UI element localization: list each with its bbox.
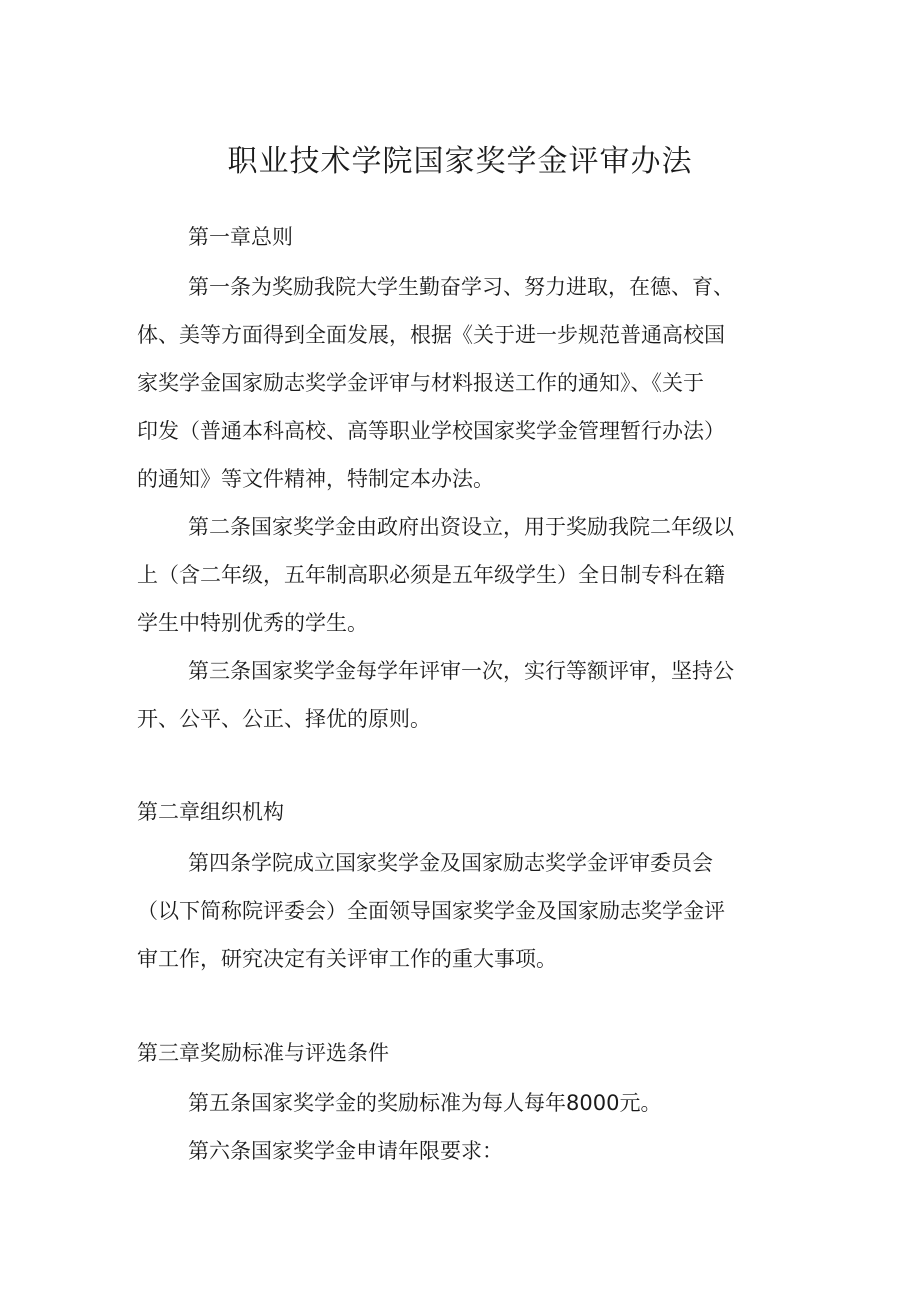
article-2-line-2: 上（含二年级，五年制高职必须是五年级学生）全日制专科在籍 [137,563,725,587]
article-1-line-5: 的通知》等文件精神，特制定本办法。 [137,467,494,491]
article-1-line-3: 家奖学金国家励志奖学金评审与材料报送工作的通知》、《关于 [137,371,704,395]
article-6-line-1: 第六条国家奖学金申请年限要求： [188,1139,503,1163]
article-5-line-1: 第五条国家奖学金的奖励标准为每人每年8000元。 [188,1091,662,1115]
chapter-2-heading: 第二章组织机构 [137,800,284,824]
article-3-line-1: 第三条国家奖学金每学年评审一次，实行等额评审，坚持公 [188,659,734,683]
article-2-line-3: 学生中特别优秀的学生。 [137,611,368,635]
article-1-line-4: 印发（普通本科高校、高等职业学校国家奖学金管理暂行办法） [137,419,725,443]
article-1-line-1: 第一条为奖励我院大学生勤奋学习、努力进取，在德、育、 [188,275,734,299]
page-title: 职业技术学院国家奖学金评审办法 [227,144,693,179]
chapter-3-heading: 第三章奖励标准与评选条件 [137,1041,389,1065]
article-4-line-3: 审工作，研究决定有关评审工作的重大事项。 [137,947,557,971]
article-4-line-2: （以下简称院评委会）全面领导国家奖学金及国家励志奖学金评 [137,899,725,923]
article-3-line-2: 开、公平、公正、择优的原则。 [137,707,431,731]
article-2-line-1: 第二条国家奖学金由政府出资设立，用于奖励我院二年级以 [188,515,734,539]
article-4-line-1: 第四条学院成立国家奖学金及国家励志奖学金评审委员会 [188,851,713,875]
chapter-1-heading: 第一章总则 [188,225,293,249]
article-1-line-2: 体、美等方面得到全面发展，根据《关于进一步规范普通高校国 [137,323,725,347]
